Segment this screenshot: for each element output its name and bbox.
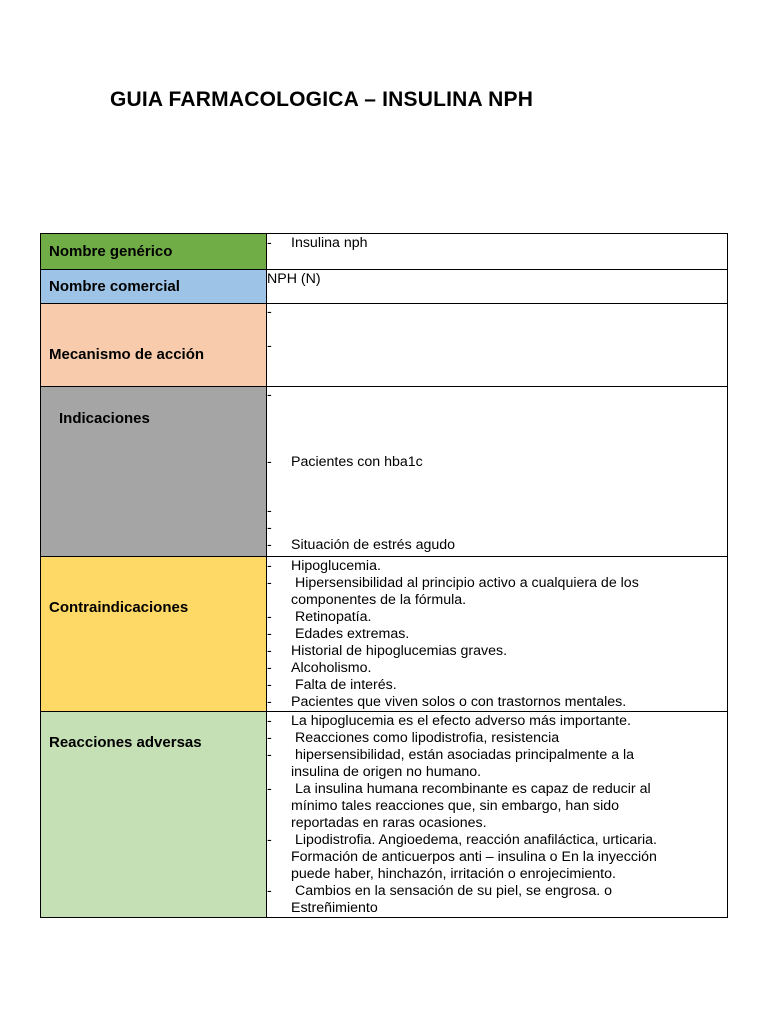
label-contraindicaciones: Contraindicaciones [49, 599, 189, 616]
list-item: - Edades extremas. [267, 626, 410, 642]
table-row-indicaciones [41, 387, 728, 557]
list-item: - Historial de hipoglucemias graves. [267, 643, 508, 659]
table-row-nombre-generico [41, 234, 728, 270]
list-item-continuation: componentes de la fórmula. [291, 592, 467, 608]
list-item-continuation: reportadas en raras ocasiones. [291, 815, 487, 831]
list-item: - La insulina humana recombinante es capaz de reducir al [267, 781, 651, 797]
list-item-continuation: puede haber, hinchazón, irritación o enrojecimiento. [291, 866, 616, 882]
list-item: - Hipoglucemia. [267, 558, 381, 574]
list-item: - Pacientes con hba1c [267, 454, 423, 470]
list-item: - La hipoglucemia es el efecto adverso más importante. [267, 713, 631, 729]
list-item: - [267, 520, 272, 536]
list-item: - Insulina nph [267, 235, 368, 251]
label-nombre-comercial: Nombre comercial [49, 278, 180, 295]
label-cell-nombre-generico [41, 234, 267, 270]
label-nombre-generico: Nombre genérico [49, 243, 173, 260]
label-mecanismo: Mecanismo de acción [49, 346, 205, 363]
content-nombre-generico [267, 234, 728, 270]
list-item: - Retinopatía. [267, 609, 372, 625]
list-item: - Lipodistrofia. Angioedema, reacción anafiláctica, urticaria. [267, 832, 657, 848]
list-item-continuation: mínimo tales reacciones que, sin embargo, han sido [291, 798, 620, 814]
table-row-nombre-comercial [41, 270, 728, 304]
content-indicaciones [267, 387, 728, 557]
label-cell-contraindicaciones [41, 557, 267, 712]
list-item: - [267, 338, 272, 354]
list-item: - Situación de estrés agudo [267, 537, 456, 553]
list-item: - Reacciones como lipodistrofia, resistencia [267, 730, 560, 746]
table-row-reacciones [41, 712, 728, 918]
drug-guide-table [40, 233, 728, 918]
content-mecanismo [267, 304, 728, 387]
list-item: - Falta de interés. [267, 677, 397, 693]
list-item: - [267, 503, 272, 519]
list-item: - [267, 304, 272, 320]
list-item: - hipersensibilidad, están asociadas principalmente a la [267, 747, 635, 763]
page-title: GUIA FARMACOLOGICA – INSULINA NPH [110, 88, 534, 111]
list-item: - Cambios en la sensación de su piel, se engrosa. o [267, 883, 612, 899]
label-cell-nombre-comercial [41, 270, 267, 304]
label-cell-mecanismo [41, 304, 267, 387]
label-reacciones: Reacciones adversas [49, 734, 202, 751]
list-item: - Alcoholismo. [267, 660, 372, 676]
table-row-mecanismo [41, 304, 728, 387]
list-item: - Pacientes que viven solos o con trastornos mentales. [267, 694, 627, 710]
content-nombre-comercial [267, 270, 728, 304]
label-cell-reacciones [41, 712, 267, 918]
list-item: - Hipersensibilidad al principio activo a cualquiera de los [267, 575, 639, 591]
list-item-continuation: Estreñimiento [291, 900, 378, 916]
table-row-contraindicaciones [41, 557, 728, 712]
content-contraindicaciones [267, 557, 728, 712]
list-item: NPH (N) [267, 271, 321, 287]
list-item-continuation: Formación de anticuerpos anti – insulina o En la inyección [291, 849, 657, 865]
label-cell-indicaciones [41, 387, 267, 557]
content-reacciones [267, 712, 728, 918]
list-item: - [267, 387, 272, 403]
list-item-continuation: insulina de origen no humano. [291, 764, 482, 780]
label-indicaciones: Indicaciones [59, 410, 150, 427]
